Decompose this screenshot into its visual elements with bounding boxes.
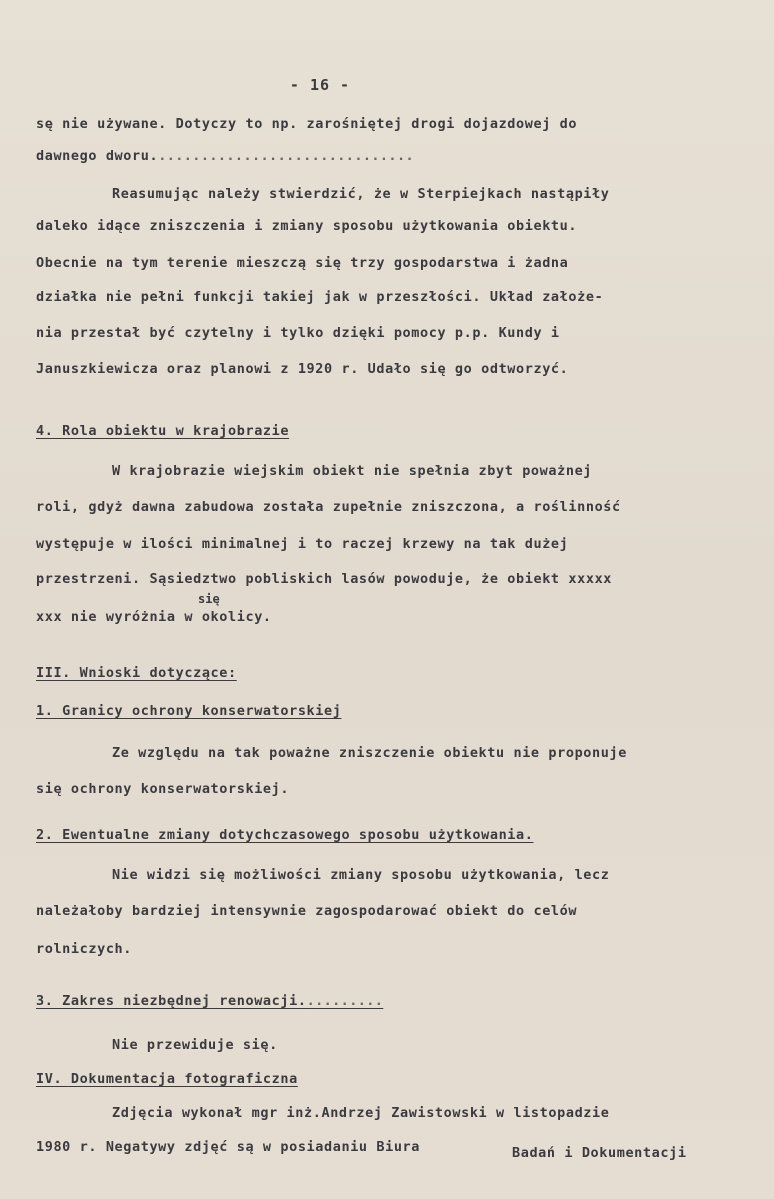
text-line: nia przestał być czytelny i tylko dzięki pomocy p.p. Kundy i — [36, 325, 560, 341]
text-line: dawnego dworu............................... — [36, 148, 415, 164]
section-heading: IV. Dokumentacja fotograficzna — [36, 1071, 298, 1087]
text-line: xxx nie wyróżnia w okolicy. — [36, 609, 272, 625]
text-line: się ochrony konserwatorskiej. — [36, 781, 290, 797]
text-line: Nie widzi się możliwości zmiany sposobu użytkowania, lecz — [112, 867, 610, 883]
text-line: Obecnie na tym terenie mieszczą się trzy gospodarstwa i żadna — [36, 255, 569, 271]
text-line: Reasumując należy stwierdzić, że w Sterpiejkach nastąpiły — [112, 186, 610, 202]
text-line: działka nie pełni funkcji takiej jak w przeszłości. Układ założe- — [36, 289, 604, 305]
text-line: rolniczych. — [36, 941, 133, 957]
section-heading: 4. Rola obiektu w krajobrazie — [36, 423, 290, 439]
text-line: Zdjęcia wykonał mgr inż.Andrzej Zawistowski w listopadzie — [112, 1105, 610, 1121]
text-line: Nie przewiduje się. — [112, 1037, 278, 1053]
page-number: - 16 - — [289, 76, 351, 94]
insertion-mark: się — [198, 592, 220, 606]
text-line: należałoby bardziej intensywnie zagospodarować obiekt do celów — [36, 903, 578, 919]
text-line: Badań i Dokumentacji — [512, 1145, 687, 1161]
text-line: roli, gdyż dawna zabudowa została zupełnie zniszczona, a roślinność — [36, 499, 621, 515]
dotted-leader: ......... — [306, 993, 384, 1009]
text-line: sę nie używane. Dotyczy to np. zarośniętej drogi dojazdowej do — [36, 116, 578, 132]
text-line: 1980 r. Negatywy zdjęć są w posiadaniu Biura — [36, 1139, 421, 1155]
section-heading: 2. Ewentualne zmiany dotychczasowego sposobu użytkowania. — [36, 827, 534, 843]
section-heading: 3. Zakres niezbędnej renowacji.......... — [36, 993, 384, 1009]
text-line: Ze względu na tak poważne zniszczenie obiektu nie proponuje — [112, 745, 627, 761]
text-line: Januszkiewicza oraz planowi z 1920 r. Udało się go odtworzyć. — [36, 361, 569, 377]
section-heading: III. Wnioski dotyczące: — [36, 665, 237, 681]
text-line: przestrzeni. Sąsiedztwo pobliskich lasów powoduje, że obiekt xxxxx — [36, 571, 613, 587]
text-line: daleko idące zniszczenia i zmiany sposobu użytkowania obiektu. — [36, 218, 578, 234]
dotted-leader: .............................. — [158, 148, 415, 164]
section-heading: 1. Granicy ochrony konserwatorskiej — [36, 703, 342, 719]
text-line: W krajobrazie wiejskim obiekt nie spełnia zbyt poważnej — [112, 463, 593, 479]
text-line: występuje w ilości minimalnej i to raczej krzewy na tak dużej — [36, 536, 569, 552]
